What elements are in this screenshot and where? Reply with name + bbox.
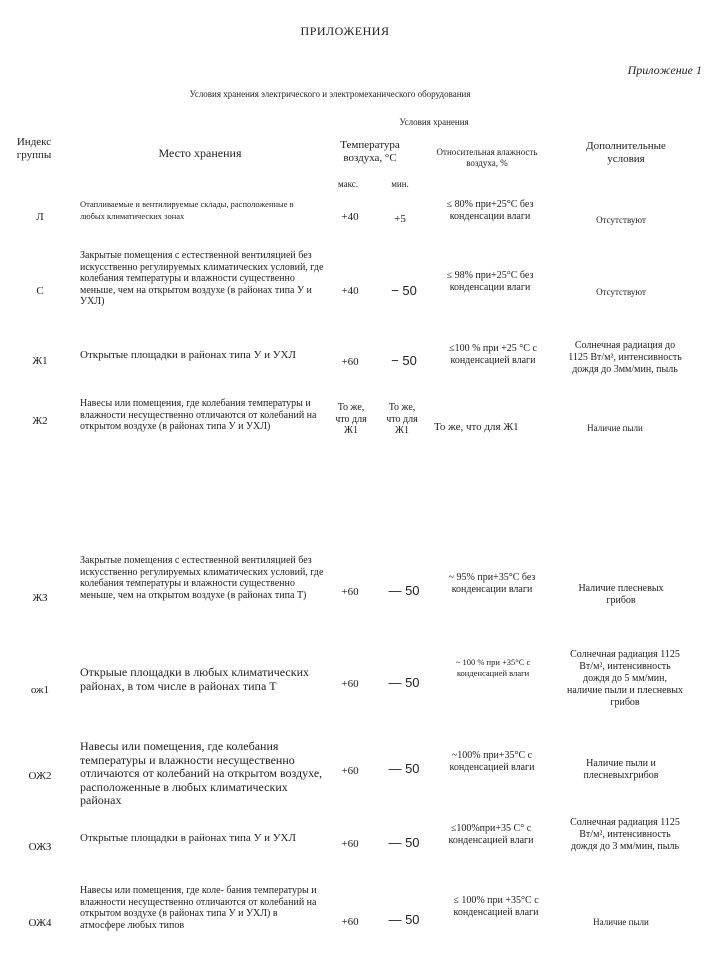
row-ozh3-tmax: +60	[341, 838, 359, 850]
row-ozh1-place: Открыые площадки в любых климатических районах, в том числе в районах типа Т	[80, 665, 309, 693]
row-zh3-index: ЖЗ	[32, 592, 48, 604]
row-ozh4-humidity: ≤ 100% при +35°С с конденсацией влаги	[453, 895, 539, 918]
row-ozh2-index: ОЖ2	[28, 770, 52, 782]
header-t-min: мин.	[391, 179, 409, 189]
row-ozh4-tmin: — 50	[388, 912, 420, 927]
row-l-tmax: +40	[341, 211, 359, 223]
row-zh2-extra: Наличие пыли	[587, 423, 643, 433]
page-title: ПРИЛОЖЕНИЯ	[300, 24, 390, 38]
row-zh2-index: Ж2	[32, 415, 48, 427]
row-l-extra: Отсутствуют	[596, 215, 646, 225]
row-zh1-tmax: +60	[341, 356, 359, 368]
row-ozh1-tmax: +60	[341, 678, 359, 690]
row-ozh1-index: ож1	[30, 684, 50, 696]
row-ozh1-tmin: — 50	[388, 675, 420, 690]
row-ozh4-tmax: +60	[341, 916, 359, 928]
row-ozh1-humidity: ~ 100 % при +35°С с конденсацией влаги	[455, 657, 531, 679]
row-zh3-extra: Наличие плесневых грибов	[578, 583, 664, 606]
header-storage-conditions: Условия хранения	[399, 117, 469, 127]
row-zh2-humidity: То же, что для Ж1	[434, 421, 519, 433]
header-humidity: Относительная влажность воздуха, %	[436, 147, 538, 168]
row-s-tmin: − 50	[391, 283, 417, 298]
header-group-index: Индекс группы	[16, 136, 52, 161]
row-zh1-humidity: ≤100 % при +25 °С с конденсацией влаги	[449, 343, 537, 366]
row-zh2-tmin: То же, что для Ж1	[386, 402, 418, 436]
row-zh3-tmax: +60	[341, 586, 359, 598]
row-zh1-index: Ж1	[32, 355, 48, 367]
row-l-tmin: +5	[394, 213, 406, 225]
header-place: Место хранения	[158, 146, 242, 160]
row-ozh1-extra: Солнечная радиация 1125 Вт/м², интенсивность дождя до 5 мм/мин, наличие пыли и плесневых грибов	[566, 649, 683, 708]
row-zh2-tmax: То же, что для Ж1	[335, 402, 367, 436]
row-ozh2-humidity: ~100% при+35°С с конденсацией влаги	[449, 750, 535, 773]
row-ozh4-extra: Наличие пыли	[593, 917, 649, 927]
row-zh3-tmin: — 50	[388, 583, 420, 598]
row-s-humidity: ≤ 98% при+25°С без конденсации влаги	[446, 270, 534, 293]
doc-subtitle: Условия хранения электрического и электромеханического оборудования	[189, 89, 471, 99]
row-l-index: Л	[36, 211, 44, 223]
row-ozh2-extra: Наличие пыли и плесневыхгрибов	[583, 758, 659, 781]
appendix-label: Приложение 1	[627, 63, 702, 77]
row-ozh3-index: ОЖЗ	[28, 841, 52, 853]
row-ozh4-place: Навесы или помещения, где коле- бания температуры и влажности несущественно отличаются от колебаний на открытом воздухе (в районах типа У и УХЛ) в атмосфере любых типов	[80, 885, 317, 931]
row-zh1-tmin: − 50	[391, 353, 417, 368]
row-zh1-extra: Солнечная радиация до 1125 Вт/м², интенсивность дождя до 3мм/мин, пыль	[568, 340, 682, 375]
row-zh3-humidity: ~ 95% при+35°С без конденсации влаги	[448, 572, 536, 595]
row-s-extra: Отсутствуют	[596, 287, 646, 297]
header-temperature: Температура воздуха, °С	[340, 139, 400, 164]
row-ozh4-index: ОЖ4	[28, 917, 52, 929]
row-ozh2-tmax: +60	[341, 765, 359, 777]
header-additional: Дополнительные условия	[586, 140, 666, 165]
row-zh3-place: Закрытые помещения с естественной вентиляцией без искусственно регулируемых климатических условий, где колебания температуры и влажности существенно меньше, чем на открытом воздухе (в районах типа Т)	[80, 555, 324, 601]
row-ozh3-humidity: ≤100%при+35 С° с конденсацией влаги	[448, 823, 534, 846]
row-zh1-place: Открытые площадки в районах типа У и УХЛ	[80, 349, 296, 361]
row-l-humidity: ≤ 80% при+25°С без конденсации влаги	[446, 199, 534, 222]
header-t-max: макс.	[337, 179, 359, 189]
row-ozh3-tmin: — 50	[388, 835, 420, 850]
row-ozh3-extra: Солнечная радиация 1125 Вт/м², интенсивность дождя до 3 мм/мин, пыль	[570, 817, 680, 852]
row-s-place: Закрытые помещения с естественной вентиляцией без искусственно регулируемых климатических условий, где колебания температуры и влажности существенно меньше, чем на открытом воздухе (в районах типа У и УХЛ)	[80, 250, 324, 308]
row-ozh2-place: Навесы или помещения, где колебания температуры и влажности несущественно отличаются от колебаний на открытом воздухе, расположенные в любых климатических районах	[80, 739, 323, 807]
row-s-index: С	[36, 285, 44, 297]
row-zh2-place: Навесы или помещения, где колебания температуры и влажности несущественно отличаются от колебаний на открытом воздухе (в районах типа У и УХЛ)	[80, 398, 317, 433]
row-ozh3-place: Открытые площадки в районах типа У и УХЛ	[80, 832, 296, 844]
row-s-tmax: +40	[341, 285, 359, 297]
row-l-place: Отапливаемые и вентилируемые склады, расположенные в любых климатических зонах	[80, 199, 294, 221]
row-ozh2-tmin: — 50	[388, 761, 420, 776]
